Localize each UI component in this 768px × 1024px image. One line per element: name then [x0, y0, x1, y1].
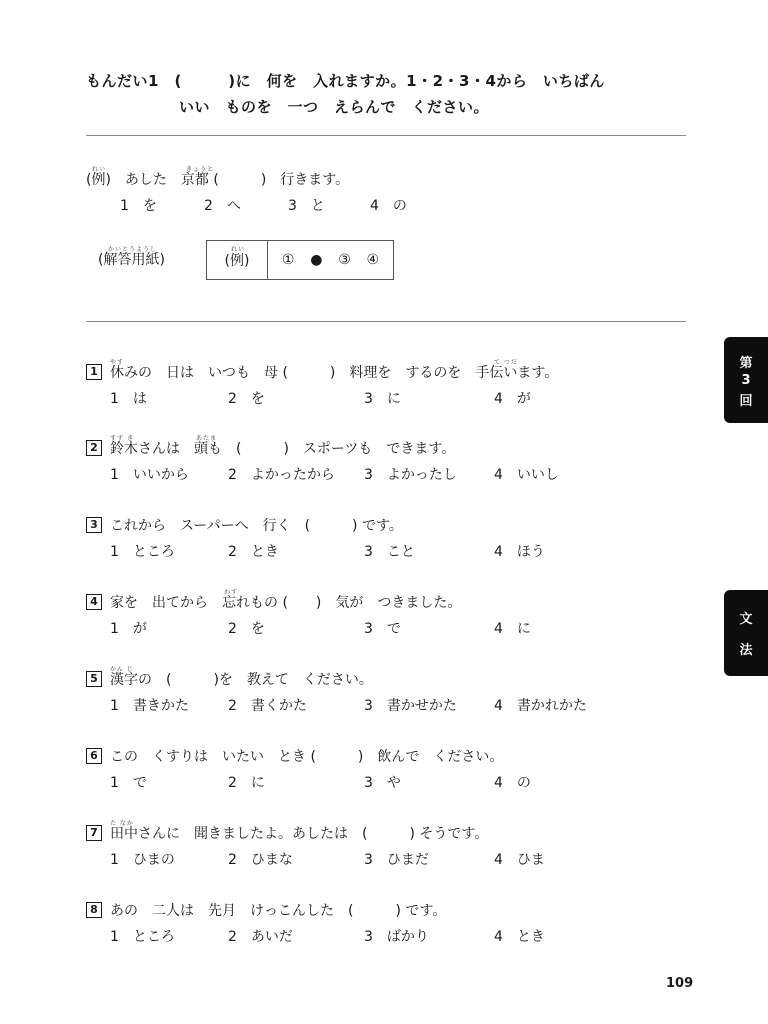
example-furigana-kyouto: きょうと [186, 166, 215, 173]
side-tab-round-char-1: 第 [739, 355, 753, 371]
q8-choice-1: 1 ところ [110, 929, 175, 945]
page-number: 109 [666, 976, 694, 991]
q6-number-box: 6 [86, 748, 102, 764]
q3-choice-1: 1 ところ [110, 544, 175, 560]
q5-choice-4: 4 書かれかた [494, 698, 587, 714]
q1-choice-4: 4 が [494, 391, 531, 407]
example-furigana-rei: れい [92, 166, 107, 173]
q4-furigana-1: わす [224, 589, 239, 596]
q4-sentence: 家を 出てから 忘れもの ( ) 気が つきました。 [110, 595, 462, 611]
instruction [86, 68, 605, 120]
divider-top [86, 135, 686, 136]
q3-number-box: 3 [86, 517, 102, 533]
side-tab-round [724, 337, 768, 423]
q1-choice-2: 2 を [228, 391, 265, 407]
q1-number-box: 1 [86, 364, 102, 380]
example-choice-4: 4 の [370, 198, 407, 214]
answer-sheet-label: (解答用紙) [98, 252, 165, 268]
q6-choice-3: 3 や [364, 775, 401, 791]
q4-choice-2: 2 を [228, 621, 265, 637]
q2-furigana-2: あたま [196, 435, 218, 442]
q3-choice-2: 2 とき [228, 544, 279, 560]
q3-choice-4: 4 ほう [494, 544, 545, 560]
q7-sentence: 田中さんに 聞きましたよ。あしたは ( ) そうです。 [110, 826, 489, 842]
example-choice-2: 2 へ [204, 198, 241, 214]
q2-number-box: 2 [86, 440, 102, 456]
q1-furigana-1: やす [110, 359, 125, 366]
q7-number-box: 7 [86, 825, 102, 841]
example-sentence: (例) あした 京都 ( ) 行きます。 [86, 172, 350, 188]
q5-furigana-1: かん じ [110, 666, 134, 673]
q6-choice-1: 1 で [110, 775, 147, 791]
answer-mark-3: ③ [338, 252, 351, 268]
q4-choice-3: 3 で [364, 621, 401, 637]
q5-choice-2: 2 書くかた [228, 698, 307, 714]
q1-choice-3: 3 に [364, 391, 401, 407]
instruction-line-1: もんだい1 ( )に 何を 入れますか。1・2・3・4から いちばん [86, 72, 605, 90]
side-tab-round-char-2: 3 [741, 372, 751, 388]
side-tab-grammar-char-2: 法 [739, 643, 753, 658]
divider-middle [86, 321, 686, 322]
q3-choice-3: 3 こと [364, 544, 415, 560]
q1-choice-1: 1 は [110, 391, 147, 407]
q7-furigana-1: た なか [110, 820, 134, 827]
side-tab-grammar [724, 590, 768, 676]
q5-number-box: 5 [86, 671, 102, 687]
example-choice-3: 3 と [288, 198, 325, 214]
q8-choice-4: 4 とき [494, 929, 545, 945]
q2-sentence: 鈴木さんは 頭も ( ) スポーツも できます。 [110, 441, 456, 457]
answer-sheet-box [206, 240, 394, 280]
q6-choice-2: 2 に [228, 775, 265, 791]
q5-sentence: 漢字の ( )を 教えて ください。 [110, 672, 373, 688]
q2-choice-4: 4 いいし [494, 467, 559, 483]
q6-sentence: この くすりは いたい とき ( ) 飲んで ください。 [110, 749, 504, 765]
q2-choice-1: 1 いいから [110, 467, 189, 483]
instruction-line-2: いい ものを 一つ えらんで ください。 [179, 98, 490, 116]
answer-mark-1: ① [281, 252, 295, 268]
q2-choice-2: 2 よかったから [228, 467, 335, 483]
q1-sentence: 休みの 日は いつも 母 ( ) 料理を するのを 手伝います。 [110, 365, 559, 381]
example-choice-1: 1 を [120, 198, 157, 214]
q4-choice-1: 1 が [110, 621, 147, 637]
q5-choice-3: 3 書かせかた [364, 698, 457, 714]
q2-choice-3: 3 よかったし [364, 467, 457, 483]
q6-choice-4: 4 の [494, 775, 531, 791]
side-tab-grammar-char-1: 文 [739, 612, 753, 627]
q5-choice-1: 1 書きかた [110, 698, 189, 714]
answer-mark-4: ④ [366, 252, 380, 268]
q3-sentence: これから スーパーへ 行く ( ) です。 [110, 518, 403, 534]
q2-furigana-1: すず き [110, 435, 134, 442]
q8-number-box: 8 [86, 902, 102, 918]
answer-box-example-label: (例) [224, 253, 250, 269]
answer-box-example-cell [207, 241, 268, 279]
answer-box-marks [268, 241, 393, 279]
q7-choice-2: 2 ひまな [228, 852, 293, 868]
side-tab-round-char-3: 回 [739, 393, 753, 409]
q7-choice-3: 3 ひまだ [364, 852, 429, 868]
q4-number-box: 4 [86, 594, 102, 610]
answer-mark-2-filled: ● [310, 252, 323, 268]
answer-sheet-furigana: かいとうようし [108, 246, 158, 253]
q1-furigana-2: て つだ [494, 359, 518, 366]
q8-choice-3: 3 ばかり [364, 929, 429, 945]
q8-sentence: あの 二人は 先月 けっこんした ( ) です。 [110, 903, 447, 919]
answer-box-furigana: れい [231, 246, 246, 253]
q7-choice-1: 1 ひまの [110, 852, 175, 868]
q8-choice-2: 2 あいだ [228, 929, 293, 945]
q7-choice-4: 4 ひま [494, 852, 545, 868]
q4-choice-4: 4 に [494, 621, 531, 637]
